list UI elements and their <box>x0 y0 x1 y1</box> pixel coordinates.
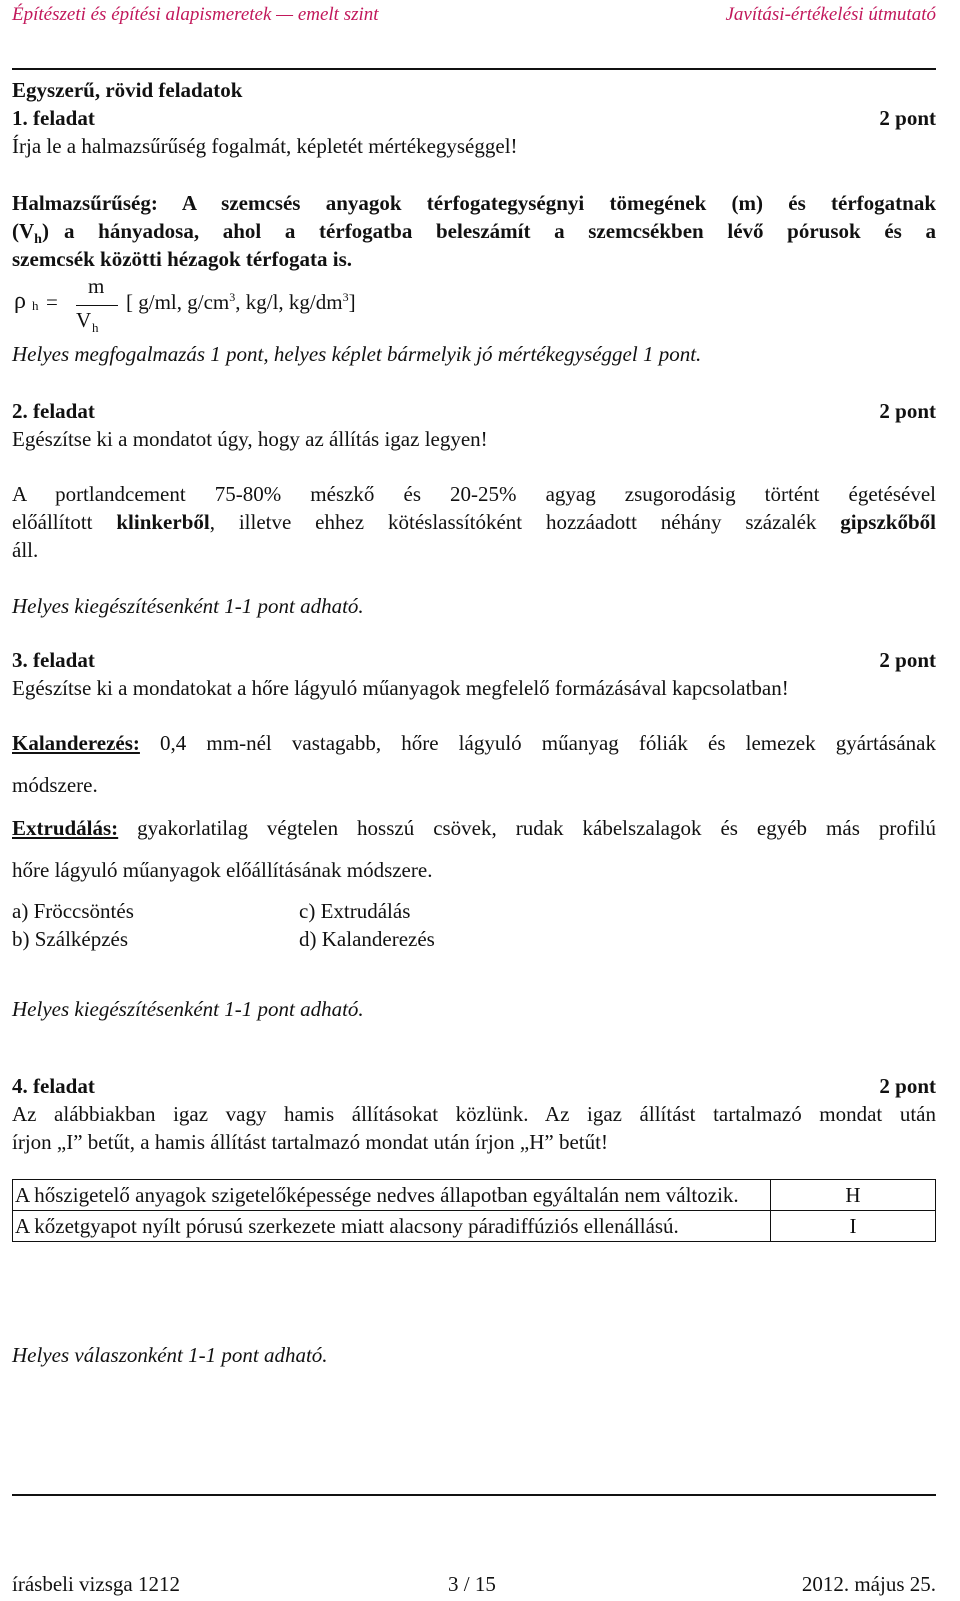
task3-scoring: Helyes kiegészítésenként 1-1 pont adható. <box>12 997 364 1021</box>
formula-denominator-sub: h <box>92 320 99 335</box>
vh-sub: h <box>34 232 42 248</box>
task4-points: 2 pont <box>879 1074 936 1098</box>
task3-extrudalas <box>12 814 936 842</box>
answer-klinker: klinkerből <box>116 510 210 534</box>
task3-kalanderezes <box>12 729 936 757</box>
extrudalas-label: Extrudálás: <box>12 816 119 840</box>
option-d: d) Kalanderezés <box>299 927 435 951</box>
answer-cell: I <box>771 1211 936 1242</box>
task2-line-2 <box>12 508 936 536</box>
task1-scoring: Helyes megfogalmazás 1 pont, helyes képlet bármelyik jó mértékegységgel 1 pont. <box>12 342 702 366</box>
task1-answer-line-2-text: a hányadosa, ahol a térfogatba beleszámít a szemcsékben lévő pórusok és a <box>64 219 936 243</box>
footer-date: 2012. május 25. <box>801 1572 936 1596</box>
table-row <box>13 1211 936 1242</box>
header-left: Építészeti és építési alapismeretek — emelt szint <box>12 4 379 25</box>
option-row-2 <box>12 925 936 953</box>
extrudalas-text: gyakorlatilag végtelen hosszú csövek, rudak kábelszalagok és egyéb más profilú <box>118 816 936 840</box>
footer-page-number: 3 / 15 <box>448 1572 496 1596</box>
option-c: c) Extrudálás <box>299 899 411 923</box>
header-rule <box>12 68 936 70</box>
formula-denominator: V <box>76 308 92 332</box>
units-sup-1: 3 <box>229 290 236 304</box>
option-row-1 <box>12 897 936 925</box>
vh-open: (V <box>12 219 35 243</box>
units-mid: , kg/l, kg/dm <box>235 290 343 314</box>
task3-points: 2 pont <box>879 648 936 672</box>
task2-scoring: Helyes kiegészítésenként 1-1 pont adható. <box>12 594 364 618</box>
units-post: ] <box>348 290 356 314</box>
option-b: b) Szálképzés <box>12 927 129 951</box>
footer-left: írásbeli vizsga 1212 <box>12 1572 180 1596</box>
task2-line-2-c: , illetve ehhez kötéslassítóként hozzáadott néhány százalék <box>209 510 841 534</box>
formula-rho: ρ <box>14 288 26 314</box>
footer-rule <box>12 1494 936 1496</box>
task3-extrudalas-2: hőre lágyuló műanyagok előállításának módszere. <box>12 858 433 882</box>
task2-title: 2. feladat <box>12 399 95 423</box>
task1-title: 1. feladat <box>12 106 95 130</box>
task1-points: 2 pont <box>879 106 936 130</box>
task2-line-1: A portlandcement 75-80% mészkő és 20-25% agyag zsugorodásig történt égetésével <box>12 482 936 506</box>
task4-question-2: írjon „I” betűt, a hamis állítást tartalmazó mondat után írjon „H” betűt! <box>12 1130 608 1154</box>
units-pre: [ g/ml, g/cm <box>126 290 230 314</box>
formula-rho-sub: h <box>32 298 39 313</box>
formula-numerator: m <box>88 274 105 298</box>
kalanderezes-label: Kalanderezés: <box>12 731 140 755</box>
density-formula <box>12 270 512 340</box>
option-a: a) Fröccsöntés <box>12 899 134 923</box>
formula-units <box>126 290 356 315</box>
answer-gipszko: gipszkőből <box>840 510 936 534</box>
vh-close: ) <box>41 219 49 243</box>
header-right: Javítási-értékelési útmutató <box>725 4 936 25</box>
task3-question: Egészítse ki a mondatokat a hőre lágyuló műanyagok megfelelő formázásával kapcsolatban! <box>12 676 789 700</box>
task2-points: 2 pont <box>879 399 936 423</box>
kalanderezes-text: 0,4 mm-nél vastagabb, hőre lágyuló műanyag fóliák és lemezek gyártásának <box>139 731 936 755</box>
task2-question: Egészítse ki a mondatot úgy, hogy az állítás igaz legyen! <box>12 427 488 451</box>
statement-cell: A kőzetgyapot nyílt pórusú szerkezete miatt alacsony páradiffúziós ellenállású. <box>13 1211 771 1242</box>
formula-equals: = <box>46 290 58 314</box>
task4-scoring: Helyes válaszonként 1-1 pont adható. <box>12 1343 328 1367</box>
section-title: Egyszerű, rövid feladatok <box>12 78 243 102</box>
fraction-bar <box>76 305 118 306</box>
task1-answer-line-3: szemcsék közötti hézagok térfogata is. <box>12 247 352 271</box>
table-row <box>13 1180 936 1211</box>
task3-kalanderezes-2: módszere. <box>12 773 98 797</box>
statement-cell: A hőszigetelő anyagok szigetelőképessége nedves állapotban egyáltalán nem változik. <box>13 1180 771 1211</box>
task2-line-2-a: előállított <box>12 510 117 534</box>
task2-line-3: áll. <box>12 538 39 562</box>
answer-cell: H <box>771 1180 936 1211</box>
true-false-table <box>12 1179 936 1242</box>
page <box>12 0 936 1601</box>
units-sup-2: 3 <box>342 290 349 304</box>
task4-title: 4. feladat <box>12 1074 95 1098</box>
task1-question: Írja le a halmazsűrűség fogalmát, képletét mértékegységgel! <box>12 134 518 158</box>
task3-title: 3. feladat <box>12 648 95 672</box>
task4-question-1: Az alábbiakban igaz vagy hamis állításokat közlünk. Az igaz állítást tartalmazó mondat után <box>12 1102 936 1126</box>
task1-answer-line-1: Halmazsűrűség: A szemcsés anyagok térfogategységnyi tömegének (m) és térfogatnak <box>12 191 936 215</box>
